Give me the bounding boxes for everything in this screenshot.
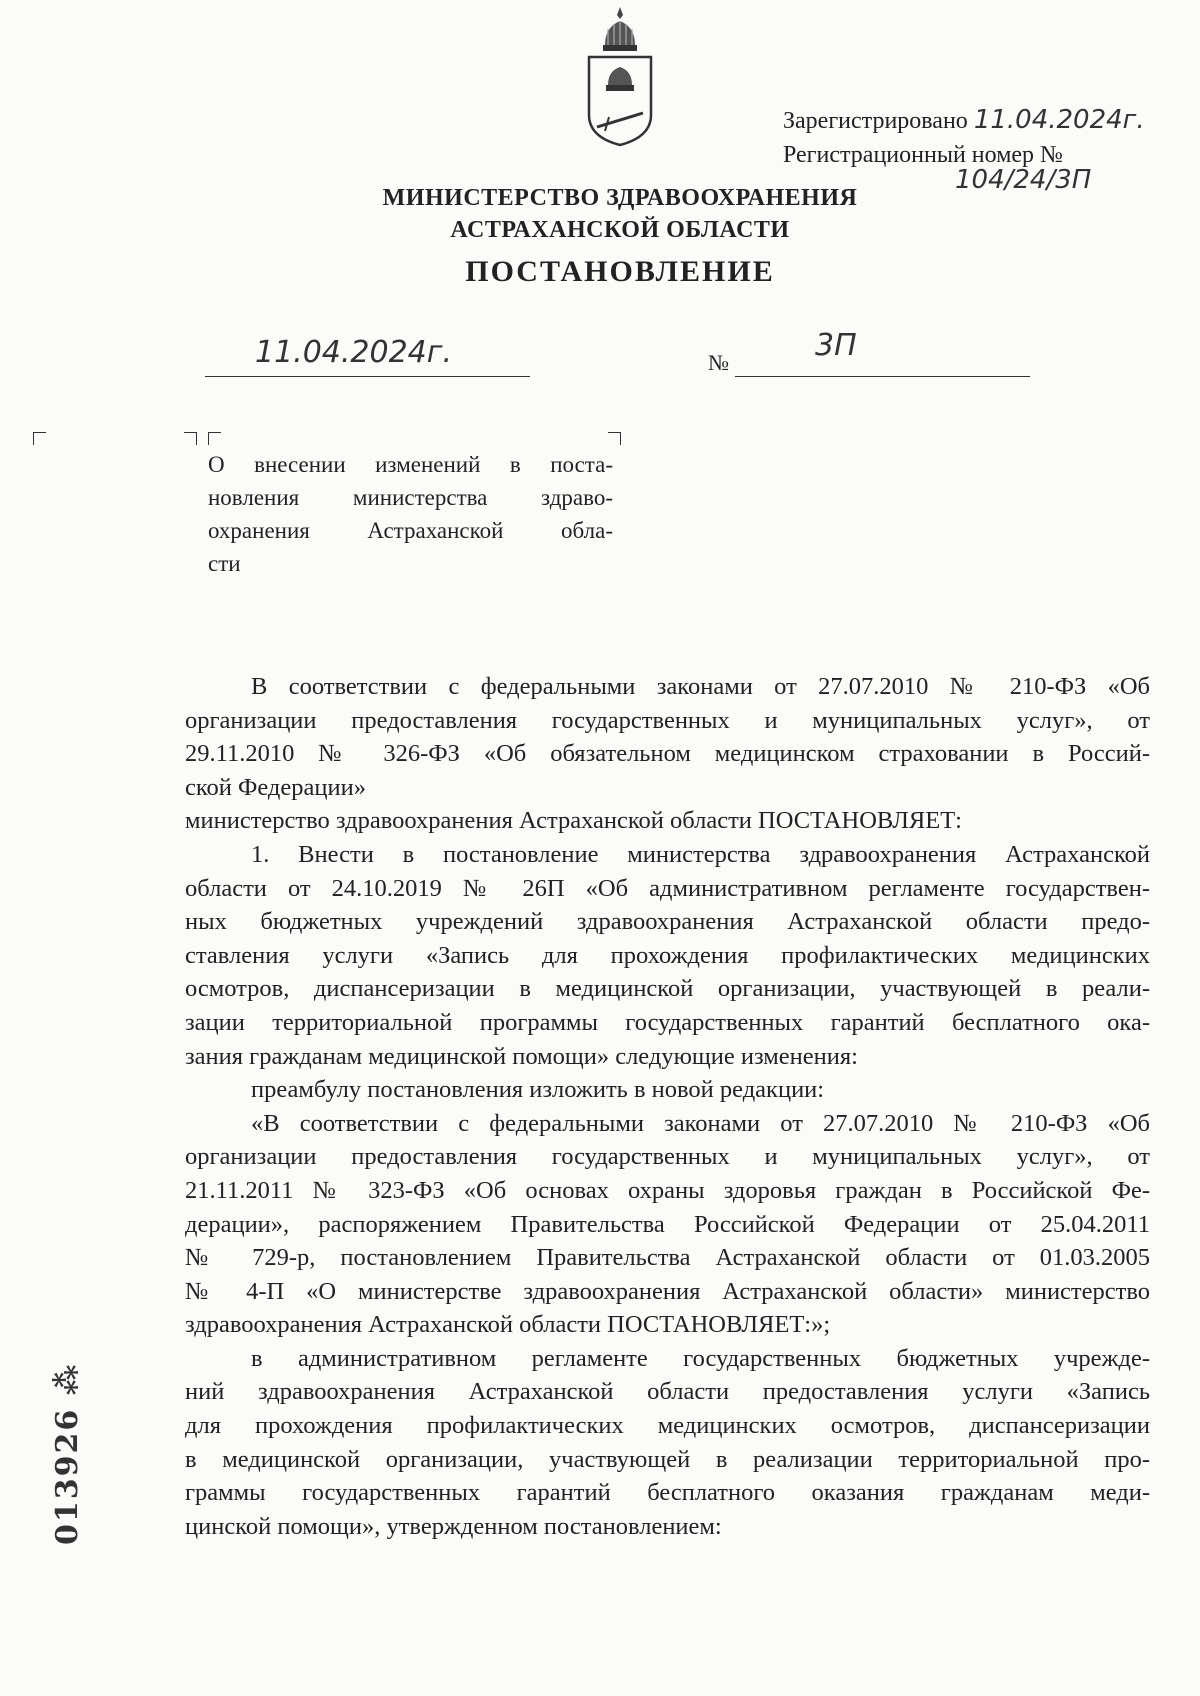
paragraph-5 [185, 1107, 1150, 1342]
paragraph-1 [185, 670, 1150, 804]
body-line: № 729-р, постановлением Правительства Астраханской области от 01.03.2005 [185, 1244, 1150, 1272]
body-line: министерство здравоохранения Астраханской области ПОСТАНОВЛЯЕТ: [185, 807, 962, 835]
body-line: в медицинской организации, участвующей в реализации территориальной про- [185, 1445, 1150, 1473]
body-line: организации предоставления государственных и муниципальных услуг», от [185, 706, 1150, 734]
document-type: ПОСТАНОВЛЕНИЕ [465, 255, 775, 288]
ministry-line-1: МИНИСТЕРСТВО ЗДРАВООХРАНЕНИЯ [382, 185, 858, 211]
body-line: № 4-П «О министерстве здравоохранения Астраханской области» министерство [185, 1277, 1150, 1305]
document-subject [208, 448, 613, 580]
ministry-heading [375, 182, 865, 246]
body-line: осмотров, диспансеризации в медицинской организации, участвующей в реали- [185, 975, 1150, 1003]
body-line: зания гражданам медицинской помощи» следующие изменения: [185, 1042, 858, 1070]
subject-line: О внесении изменений в поста- [208, 452, 613, 477]
number-underline [735, 376, 1030, 377]
body-line: «В соответствии с федеральными законами от 27.07.2010 № 210-ФЗ «Об [251, 1109, 1150, 1137]
corner-bracket-subject-b [208, 432, 221, 445]
body-line: В соответствии с федеральными законами от 27.07.2010 № 210-ФЗ «Об [251, 673, 1150, 700]
subject-line: сти [208, 551, 241, 576]
paragraph-3 [185, 838, 1150, 1073]
corner-bracket-subject-a [184, 432, 197, 445]
document-number: 3П [815, 328, 857, 363]
paragraph-6 [185, 1342, 1150, 1544]
subject-line: охранения Астраханской обла- [208, 518, 613, 543]
paragraph-2 [185, 804, 1150, 838]
registration-block [783, 103, 1145, 172]
ministry-line-2: АСТРАХАНСКОЙ ОБЛАСТИ [450, 217, 790, 243]
body-line: граммы государственных гарантий бесплатного оказания гражданам меди- [185, 1479, 1150, 1507]
registered-date: 11.04.2024г. [973, 105, 1145, 135]
body-line: 21.11.2011 № 323-ФЗ «Об основах охраны здоровья граждан в Российской Фе- [185, 1176, 1150, 1204]
date-underline [205, 376, 530, 377]
coat-of-arms-icon [575, 5, 665, 165]
body-line: ний здравоохранения Астраханской области предоставления услуги «Запись [185, 1378, 1150, 1406]
body-line: цинской помощи», утвержденном постановлением: [185, 1512, 722, 1540]
body-line: области от 24.10.2019 № 26П «Об административном регламенте государствен- [185, 874, 1150, 902]
paragraph-4 [185, 1073, 1150, 1107]
body-line: ных бюджетных учреждений здравоохранения Астраханской области предо- [185, 908, 1150, 936]
body-line: в административном регламенте государственных бюджетных учрежде- [251, 1344, 1150, 1372]
subject-line: новления министерства здраво- [208, 485, 613, 510]
body-line: 1. Внести в постановление министерства здравоохранения Астраханской [251, 840, 1150, 868]
number-label: № [708, 350, 729, 375]
body-line: 29.11.2010 № 326-ФЗ «Об обязательном медицинском страховании в Россий- [185, 740, 1150, 768]
reg-number-label: Регистрационный номер № [783, 142, 1063, 168]
registered-label: Зарегистрировано [783, 108, 968, 134]
corner-bracket-subject-right [608, 432, 621, 445]
body-line: преамбулу постановления изложить в новой редакции: [251, 1076, 825, 1104]
corner-bracket-left [33, 432, 46, 445]
side-serial-stamp: 013926 ⁂ [50, 1362, 85, 1545]
body-line: для прохождения профилактических медицинских осмотров, диспансеризации [185, 1412, 1150, 1440]
body-line: дерации», распоряжением Правительства Российской Федерации от 25.04.2011 [185, 1210, 1150, 1238]
body-line: ской Федерации» [185, 773, 366, 801]
document-body [185, 670, 1150, 1543]
body-line: организации предоставления государственных и муниципальных услуг», от [185, 1143, 1150, 1171]
document-date: 11.04.2024г. [255, 335, 453, 370]
reg-number: 104/24/3П [955, 165, 1092, 195]
body-line: здравоохранения Астраханской области ПОСТАНОВЛЯЕТ:»; [185, 1311, 831, 1339]
body-line: зации территориальной программы государственных гарантий бесплатного ока- [185, 1008, 1150, 1036]
body-line: ставления услуги «Запись для прохождения профилактических медицинских [185, 941, 1150, 969]
